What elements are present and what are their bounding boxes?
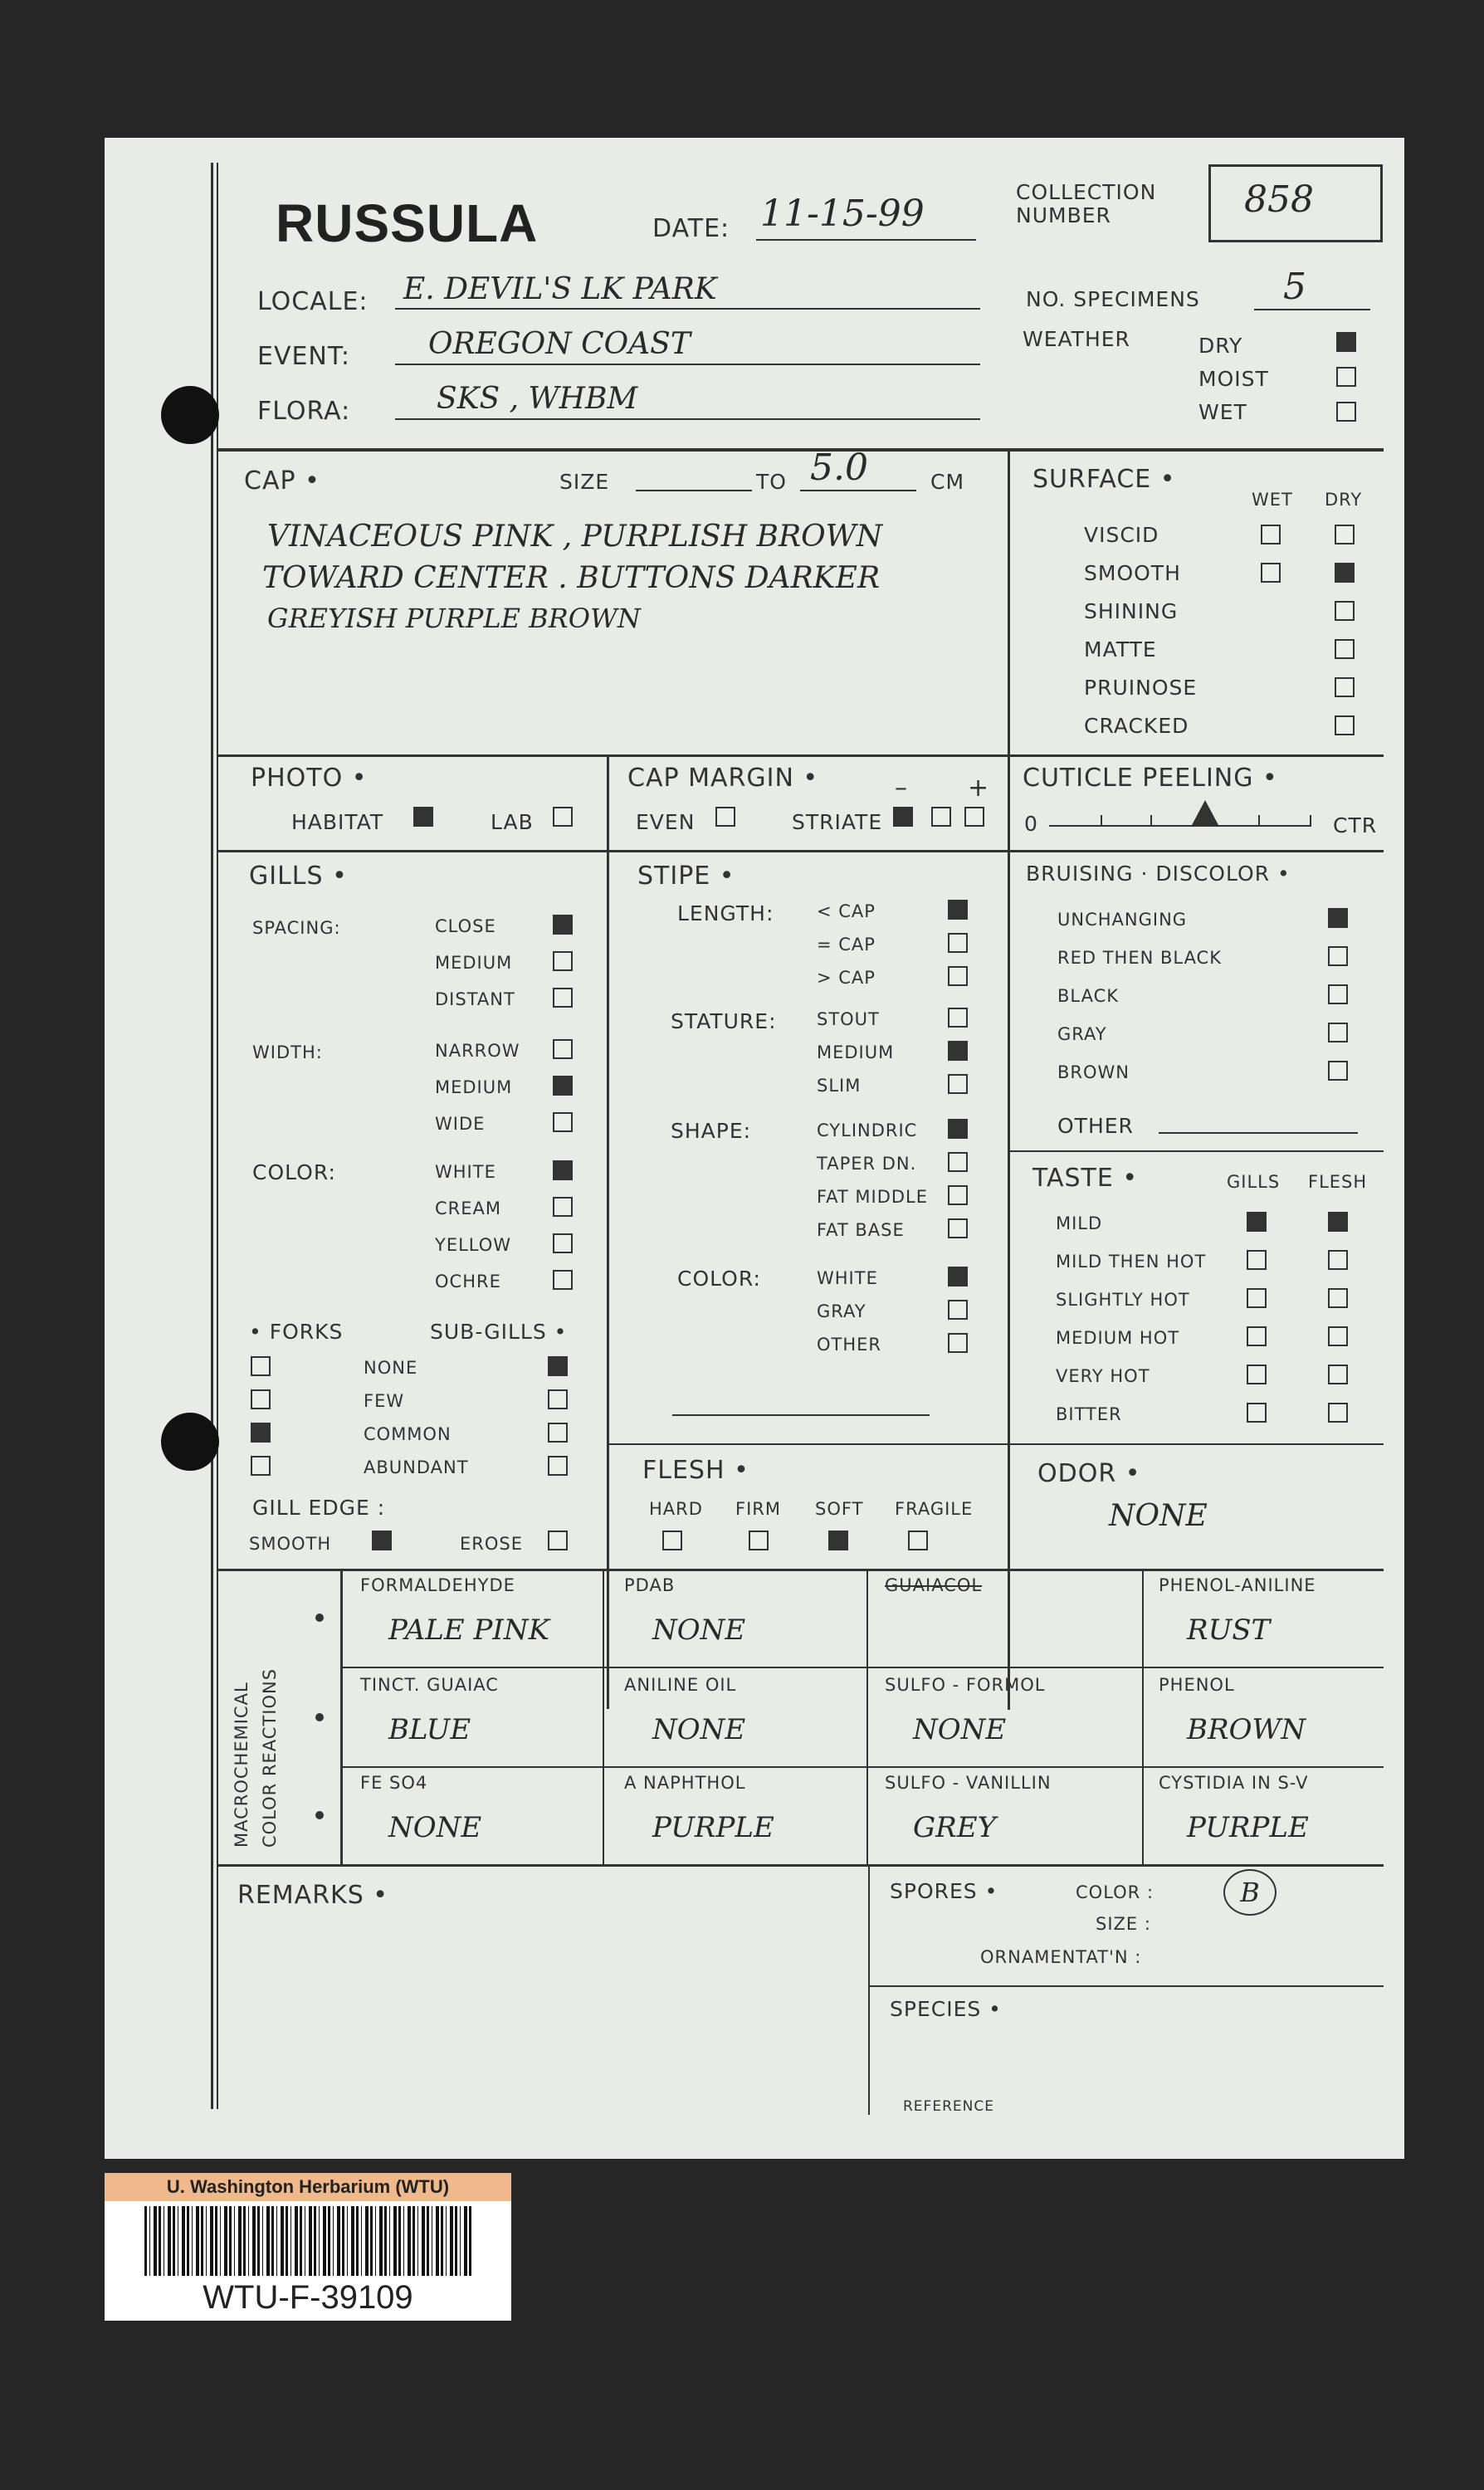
stipe-shape-option: TAPER DN.: [817, 1154, 917, 1174]
taste-option: MEDIUM HOT: [1056, 1328, 1180, 1348]
photo-lab-checkbox[interactable]: [553, 807, 573, 827]
species-reference-label: REFERENCE: [903, 2098, 994, 2115]
grid-line: [217, 754, 1384, 757]
weather-dry-label: DRY: [1198, 334, 1243, 358]
macro-reaction-value: PURPLE: [1187, 1811, 1309, 1844]
stipe-shape-checkbox[interactable]: [948, 1218, 968, 1238]
cap-note-line-3: GREYISH PURPLE BROWN: [267, 603, 641, 634]
cap-size-label: SIZE: [559, 470, 610, 494]
surface-item-smooth: SMOOTH: [1084, 561, 1181, 585]
event-label: EVENT:: [257, 342, 351, 371]
taste-flesh-checkbox[interactable]: [1328, 1365, 1348, 1384]
surface-item-pruinose: PRUINOSE: [1084, 676, 1198, 700]
gills-forks-label: • FORKS: [249, 1320, 344, 1344]
flora-value: SKS , WHBM: [437, 382, 638, 416]
photo-label: PHOTO •: [251, 764, 368, 793]
subgills-checkbox[interactable]: [548, 1423, 568, 1443]
gill-edge-smooth-checkbox[interactable]: [372, 1531, 392, 1550]
cap-size-value: 5.0: [810, 447, 868, 489]
stipe-color-checkbox[interactable]: [948, 1300, 968, 1320]
stipe-color-label: COLOR:: [677, 1267, 761, 1291]
spores-color-circle: [1223, 1869, 1277, 1916]
gills-width-option: WIDE: [435, 1114, 486, 1134]
spores-color-label: COLOR :: [1076, 1882, 1154, 1902]
cap-margin-minus-checkbox[interactable]: [931, 807, 951, 827]
macro-reaction-value: GREY: [913, 1811, 997, 1844]
forks-option: NONE: [364, 1358, 418, 1378]
subgills-checkbox[interactable]: [548, 1389, 568, 1409]
surface-wet-checkbox[interactable]: [1261, 563, 1281, 583]
gills-color-option: CREAM: [435, 1199, 502, 1218]
cuticle-label: CUTICLE PEELING •: [1023, 764, 1278, 793]
grid-line: [1008, 1443, 1384, 1445]
gills-spacing-checkbox[interactable]: [553, 951, 573, 971]
gills-color-checkbox[interactable]: [553, 1270, 573, 1290]
surface-dry-checkbox[interactable]: [1335, 639, 1355, 659]
bruising-option: GRAY: [1057, 1024, 1107, 1044]
grid-line: [1008, 448, 1010, 1710]
macro-reaction-value: NONE: [652, 1713, 746, 1746]
odor-label: ODOR •: [1037, 1459, 1141, 1488]
macro-side-label: [227, 1599, 284, 1848]
surface-dry-checkbox[interactable]: [1335, 563, 1355, 583]
stipe-length-label: LENGTH:: [677, 901, 774, 925]
macro-reaction-value: RUST: [1187, 1614, 1271, 1647]
flesh-checkbox[interactable]: [662, 1531, 682, 1550]
grid-line: [1008, 1150, 1384, 1152]
photo-lab-label: LAB: [491, 810, 534, 834]
stipe-stature-option: MEDIUM: [817, 1042, 895, 1062]
taste-option: VERY HOT: [1056, 1366, 1150, 1386]
cap-margin-label: CAP MARGIN •: [627, 764, 819, 793]
photo-habitat-label: HABITAT: [291, 810, 384, 834]
collection-number-box: [1208, 164, 1383, 242]
locale-label: LOCALE:: [257, 287, 369, 316]
forks-checkbox[interactable]: [251, 1423, 271, 1443]
macro-reagent-name: TINCT. GUAIAC: [360, 1675, 499, 1695]
cap-to-label: TO: [756, 470, 787, 494]
stipe-color-checkbox[interactable]: [948, 1267, 968, 1286]
taste-flesh-checkbox[interactable]: [1328, 1403, 1348, 1423]
surface-item-viscid: VISCID: [1084, 523, 1159, 547]
macro-reagent-name: PHENOL: [1159, 1675, 1235, 1695]
surface-item-shining: SHINING: [1084, 599, 1179, 623]
bruising-checkbox[interactable]: [1328, 1023, 1348, 1042]
gill-edge-erose-label: EROSE: [460, 1534, 523, 1554]
gills-spacing-checkbox[interactable]: [553, 988, 573, 1008]
bruising-option: BROWN: [1057, 1062, 1130, 1082]
forks-checkbox[interactable]: [251, 1356, 271, 1376]
macro-reaction-value: PURPLE: [652, 1811, 774, 1844]
taste-gills-checkbox[interactable]: [1247, 1288, 1267, 1308]
binder-hole-bottom: [161, 1413, 219, 1471]
cap-note-line-2: TOWARD CENTER . BUTTONS DARKER: [262, 561, 881, 595]
grid-line: [607, 1443, 1008, 1445]
gills-width-option: MEDIUM: [435, 1077, 513, 1097]
forks-option: COMMON: [364, 1424, 452, 1444]
flesh-option: SOFT: [815, 1499, 864, 1519]
gills-color-checkbox[interactable]: [553, 1160, 573, 1180]
stipe-stature-checkbox[interactable]: [948, 1008, 968, 1028]
taste-option: SLIGHTLY HOT: [1056, 1290, 1190, 1310]
gills-label: GILLS •: [249, 862, 348, 891]
macro-side-label-2: COLOR REACTIONS: [260, 1667, 280, 1848]
taste-gills-checkbox[interactable]: [1247, 1326, 1267, 1346]
weather-wet-checkbox[interactable]: [1336, 402, 1356, 422]
macro-reaction-value: NONE: [388, 1811, 482, 1844]
stipe-length-checkbox[interactable]: [948, 933, 968, 953]
specimens-label: NO. SPECIMENS: [1026, 287, 1200, 311]
bruising-other-label: OTHER: [1057, 1114, 1134, 1138]
herbarium-name: U. Washington Herbarium (WTU): [105, 2173, 511, 2201]
taste-gills-checkbox[interactable]: [1247, 1250, 1267, 1270]
macro-reagent-name: Α NAPHTHOL: [624, 1773, 746, 1793]
gills-spacing-option: DISTANT: [435, 989, 515, 1009]
macro-reaction-value: BROWN: [1187, 1713, 1306, 1746]
frame-left-line-2: [217, 163, 218, 2109]
stipe-stature-checkbox[interactable]: [948, 1074, 968, 1094]
cap-cm-label: CM: [930, 470, 965, 494]
herbarium-accession: WTU-F-39109: [203, 2279, 413, 2316]
taste-option: BITTER: [1056, 1404, 1122, 1424]
taste-gills-checkbox[interactable]: [1247, 1212, 1267, 1232]
taste-option: MILD THEN HOT: [1056, 1252, 1207, 1272]
stipe-stature-option: SLIM: [817, 1076, 862, 1096]
cuticle-scale: [1049, 825, 1311, 827]
collection-label: COLLECTION NUMBER: [1016, 180, 1157, 227]
flesh-checkbox[interactable]: [749, 1531, 769, 1550]
macro-reaction-value: BLUE: [388, 1713, 471, 1746]
stipe-stature-label: STATURE:: [671, 1009, 777, 1033]
odor-value: NONE: [1109, 1499, 1208, 1533]
gills-width-checkbox[interactable]: [553, 1112, 573, 1132]
bruising-option: UNCHANGING: [1057, 910, 1188, 930]
stipe-length-option: < CAP: [817, 901, 876, 921]
cuticle-zero: 0: [1024, 812, 1038, 836]
stipe-shape-label: SHAPE:: [671, 1119, 752, 1143]
subgills-checkbox[interactable]: [548, 1356, 568, 1376]
taste-flesh-checkbox[interactable]: [1328, 1212, 1348, 1232]
stipe-stature-checkbox[interactable]: [948, 1041, 968, 1061]
grid-line: [607, 754, 609, 1709]
macro-side-label-1: MACROCHEMICAL: [232, 1682, 251, 1848]
cuticle-ctr: CTR: [1333, 813, 1378, 837]
macro-reaction-value: PALE PINK: [388, 1614, 549, 1647]
locale-value: E. DEVIL'S LK PARK: [403, 272, 717, 306]
macro-reagent-name: FORMALDEHYDE: [360, 1575, 515, 1595]
stipe-color-option: GRAY: [817, 1301, 866, 1321]
stipe-shape-option: FAT MIDDLE: [817, 1187, 929, 1207]
stipe-shape-option: CYLINDRIC: [817, 1120, 918, 1140]
cap-margin-plus: +: [968, 774, 990, 803]
weather-moist-label: MOIST: [1198, 367, 1269, 391]
surface-dry-checkbox[interactable]: [1335, 715, 1355, 735]
flesh-label: FLESH •: [642, 1456, 749, 1485]
gills-width-option: NARROW: [435, 1041, 520, 1061]
bruising-checkbox[interactable]: [1328, 984, 1348, 1004]
stipe-length-checkbox[interactable]: [948, 900, 968, 920]
stipe-color-option: OTHER: [817, 1335, 882, 1355]
taste-flesh-checkbox[interactable]: [1328, 1250, 1348, 1270]
frame-left-line: [211, 163, 213, 2109]
gill-edge-smooth-label: SMOOTH: [249, 1534, 332, 1554]
stipe-length-checkbox[interactable]: [948, 966, 968, 986]
gills-color-option: YELLOW: [435, 1235, 512, 1255]
taste-gills-header: GILLS: [1227, 1172, 1281, 1192]
collection-form-card: [105, 138, 1404, 2159]
gills-spacing-option: MEDIUM: [435, 953, 513, 973]
forks-option: FEW: [364, 1391, 405, 1411]
gills-width-label: WIDTH:: [252, 1042, 323, 1062]
macro-reagent-name: FE SO4: [360, 1773, 428, 1793]
surface-item-matte: MATTE: [1084, 637, 1157, 662]
photo-habitat-checkbox[interactable]: [413, 807, 433, 827]
cap-margin-even-label: EVEN: [636, 810, 696, 834]
surface-item-cracked: CRACKED: [1084, 714, 1189, 738]
stipe-color-checkbox[interactable]: [948, 1333, 968, 1353]
cap-margin-plus-checkbox[interactable]: [964, 807, 984, 827]
macro-reagent-name: CYSTIDIA IN S-V: [1159, 1773, 1309, 1793]
bruising-label: BRUISING · DISCOLOR •: [1026, 862, 1291, 886]
macro-reagent-name: GUAIACOL: [885, 1575, 983, 1595]
cap-margin-even-checkbox[interactable]: [715, 807, 735, 827]
macro-reagent-name: PHENOL-ANILINE: [1159, 1575, 1316, 1595]
weather-dry-checkbox[interactable]: [1336, 332, 1356, 352]
form-title: RUSSULA: [276, 193, 539, 253]
taste-option: MILD: [1056, 1213, 1103, 1233]
bruising-checkbox[interactable]: [1328, 1061, 1348, 1081]
species-label: SPECIES •: [890, 1997, 1002, 2021]
date-value: 11-15-99: [760, 193, 925, 235]
flesh-option: HARD: [649, 1499, 703, 1519]
surface-dry-checkbox[interactable]: [1335, 525, 1355, 544]
taste-flesh-header: FLESH: [1308, 1172, 1368, 1192]
cap-label: CAP •: [244, 466, 320, 496]
taste-gills-checkbox[interactable]: [1247, 1403, 1267, 1423]
spores-color-value: B: [1240, 1877, 1260, 1908]
macro-reagent-name: SULFO - VANILLIN: [885, 1773, 1052, 1793]
stipe-length-option: = CAP: [817, 935, 876, 954]
cap-margin-minus: –: [895, 774, 908, 803]
spores-label: SPORES •: [890, 1879, 998, 1903]
gill-edge-erose-checkbox[interactable]: [548, 1531, 568, 1550]
surface-dry-header: DRY: [1325, 490, 1363, 510]
grid-line: [217, 850, 1384, 852]
forks-option: ABUNDANT: [364, 1457, 469, 1477]
gills-width-checkbox[interactable]: [553, 1039, 573, 1059]
weather-moist-checkbox[interactable]: [1336, 367, 1356, 387]
gill-edge-label: GILL EDGE :: [252, 1496, 386, 1520]
binder-hole-top: [161, 386, 219, 444]
gills-color-label: COLOR:: [252, 1160, 336, 1184]
macro-reaction-value: NONE: [652, 1614, 746, 1647]
gills-color-option: OCHRE: [435, 1272, 501, 1291]
gills-color-checkbox[interactable]: [553, 1197, 573, 1217]
cuticle-marker-icon: [1190, 798, 1220, 827]
stipe-shape-checkbox[interactable]: [948, 1119, 968, 1139]
spores-size-label: SIZE :: [1096, 1914, 1151, 1934]
macro-reagent-name: ANILINE OIL: [624, 1675, 737, 1695]
taste-gills-checkbox[interactable]: [1247, 1365, 1267, 1384]
surface-wet-checkbox[interactable]: [1261, 525, 1281, 544]
remarks-label: REMARKS •: [237, 1881, 388, 1910]
surface-dry-checkbox[interactable]: [1335, 601, 1355, 621]
specimens-value: 5: [1283, 266, 1306, 308]
weather-label: WEATHER: [1023, 327, 1130, 351]
taste-flesh-checkbox[interactable]: [1328, 1326, 1348, 1346]
flesh-option: FRAGILE: [895, 1499, 974, 1519]
bruising-checkbox[interactable]: [1328, 946, 1348, 966]
forks-checkbox[interactable]: [251, 1389, 271, 1409]
surface-dry-checkbox[interactable]: [1335, 677, 1355, 697]
gills-color-option: WHITE: [435, 1162, 496, 1182]
taste-label: TASTE •: [1032, 1164, 1139, 1193]
bruising-option: BLACK: [1057, 986, 1120, 1006]
stipe-shape-option: FAT BASE: [817, 1220, 905, 1240]
gills-spacing-option: CLOSE: [435, 916, 496, 936]
bruising-option: RED THEN BLACK: [1057, 948, 1222, 968]
stipe-shape-checkbox[interactable]: [948, 1185, 968, 1205]
collection-number: 858: [1244, 178, 1314, 221]
macro-reagent-name: PDAB: [624, 1575, 676, 1595]
stipe-stature-option: STOUT: [817, 1009, 880, 1029]
herbarium-label: [105, 2173, 511, 2321]
gills-subgills-label: SUB-GILLS •: [430, 1320, 568, 1344]
stipe-shape-checkbox[interactable]: [948, 1152, 968, 1172]
taste-flesh-checkbox[interactable]: [1328, 1288, 1348, 1308]
surface-label: SURFACE •: [1032, 465, 1176, 494]
stipe-color-option: WHITE: [817, 1268, 878, 1288]
grid-line: [217, 1569, 1384, 1571]
barcode: [144, 2206, 471, 2276]
stipe-length-option: > CAP: [817, 968, 876, 988]
flora-label: FLORA:: [257, 397, 351, 426]
cap-margin-striate-checkbox[interactable]: [893, 807, 913, 827]
date-label: DATE:: [652, 214, 730, 243]
macro-reagent-name: SULFO - FORMOL: [885, 1675, 1046, 1695]
gills-spacing-label: SPACING:: [252, 918, 341, 938]
gills-width-checkbox[interactable]: [553, 1076, 573, 1096]
flesh-option: FIRM: [735, 1499, 781, 1519]
spores-ornament-label: ORNAMENTAT'N :: [980, 1947, 1142, 1967]
flesh-checkbox[interactable]: [828, 1531, 848, 1550]
weather-wet-label: WET: [1198, 400, 1247, 424]
gills-color-checkbox[interactable]: [553, 1233, 573, 1253]
grid-line: [217, 448, 1384, 452]
bruising-checkbox[interactable]: [1328, 908, 1348, 928]
surface-wet-header: WET: [1252, 490, 1293, 510]
macro-reaction-value: NONE: [913, 1713, 1007, 1746]
flesh-checkbox[interactable]: [908, 1531, 928, 1550]
stipe-label: STIPE •: [637, 862, 735, 891]
cap-note-line-1: VINACEOUS PINK , PURPLISH BROWN: [267, 520, 883, 554]
gills-spacing-checkbox[interactable]: [553, 915, 573, 935]
subgills-checkbox[interactable]: [548, 1456, 568, 1476]
forks-checkbox[interactable]: [251, 1456, 271, 1476]
event-value: OREGON COAST: [428, 327, 691, 361]
cap-margin-striate-label: STRIATE: [792, 810, 883, 834]
